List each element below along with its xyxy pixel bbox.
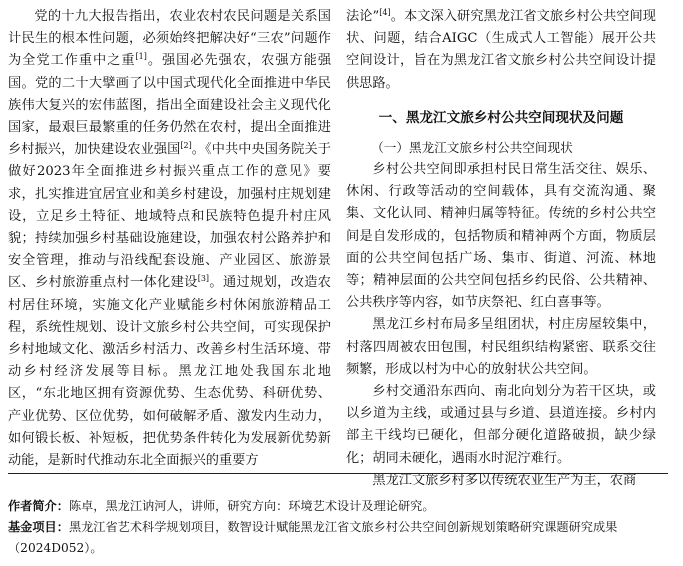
citation-ref-1: [1] bbox=[135, 52, 147, 62]
author-label: 作者简介： bbox=[8, 499, 69, 513]
body-paragraph: 黑龙江乡村布局多呈组团状，村庄房屋较集中，村落四周被农田包围，村民组织结构紧密、联系交往频繁，形成以村为中心的放射状公共空间。 bbox=[346, 317, 656, 377]
author-text: 陈卓，黑龙江讷河人，讲师，研究方向：环境艺术设计及理论研究。 bbox=[68, 499, 435, 513]
continued-paragraph bbox=[346, 6, 656, 95]
intro-text-1: 党的十九大报告指出，农业农村农民问题是关系国计民生的根本性问题，必须始终把解决好“三农”问题作为全党工作重中之重 bbox=[8, 9, 331, 69]
body-paragraph: 乡村公共空间即承担村民日常生活交往、娱乐、休闲、行政等活动的空间载体，具有交流沟通、聚集、文化认同、精神归属等特征。传统的乡村公共空间是自发形成的，包括物质和精神两个方面，物质层面的公共空间包括广场、集市、街道、河流、林地等；精神层面的公共空间包括乡约民俗、公共精神、公共秩序等内容，如节庆祭祀、红白喜事等。 bbox=[346, 162, 656, 311]
intro-text-2: 。强国必先强农，农强方能强国。党的二十大擘画了以中国式现代化全面推进中华民族伟大复兴的宏伟蓝图，指出全面建设社会主义现代化国家，最艰巨最繁重的任务仍然在农村，提出全面推进乡村振兴，加快建设农业强国 bbox=[8, 53, 332, 158]
continued-text-2: 。本文深入研究黑龙江省文旅乡村公共空间现状、问题，结合AIGC（生成式人工智能）展开公共空间设计，旨在为黑龙江省文旅乡村公共空间设计提供思路。 bbox=[346, 9, 656, 91]
fund-label: 基金项目： bbox=[8, 520, 69, 534]
intro-paragraph bbox=[8, 6, 331, 472]
author-note bbox=[8, 496, 668, 517]
left-column bbox=[8, 6, 331, 472]
fund-note bbox=[8, 517, 668, 559]
citation-ref-2: [2] bbox=[180, 141, 192, 151]
citation-ref-3: [3] bbox=[197, 274, 210, 284]
intro-text-4: 。通过规划，改造农村居住环境，实施文化产业赋能乡村休闲旅游精品工程，系统性规划、设计文旅乡村公共空间，可实现保护乡村地域文化、激活乡村活力、改善乡村生活环境、带动乡村经济发展等目标。黑龙江地处我国东北地区，“东北地区拥有资源优势、生态优势、科研优势、产业优势、区位优势，如何破解矛盾、激发内生动力，如何锻长板、补短板，把优势条件转化为发展新优势新动能，是新时代推动东北全面振兴的重要方 bbox=[8, 275, 331, 469]
intro-text-3: 。《中共中央国务院关于做好2023年全面推进乡村振兴重点工作的意见》要求，扎实推进宜居宜业和美乡村建设，加强村庄规划建设，立足乡土特征、地域特点和民族特色提升村庄风貌；持续加强乡村基础设施建设，加强农村公路养护和安全管理，推动与沿线配套设施、产业园区、旅游景区、乡村旅游重点村一体化建设 bbox=[8, 142, 331, 291]
continued-text-1: 法论” bbox=[346, 9, 380, 24]
body-paragraph: 黑龙江文旅乡村多以传统农业生产为主，农商 bbox=[372, 472, 637, 488]
right-column bbox=[346, 6, 656, 492]
fund-text: 黑龙江省艺术科学规划项目，数智设计赋能黑龙江省文旅乡村公共空间创新规划策略研究课题研究成果（2024D052）。 bbox=[8, 520, 618, 555]
subsection-heading: （一）黑龙江文旅乡村公共空间现状 bbox=[371, 139, 573, 155]
citation-ref-4: [4] bbox=[379, 8, 391, 17]
section-heading: 一、黑龙江文旅乡村公共空间现状及问题 bbox=[378, 109, 624, 126]
footnote-area bbox=[8, 473, 668, 559]
body-paragraph: 乡村交通沿东西向、南北向划分为若干区块，或以乡道为主线，或通过县与乡道、县道连接。乡村内部主干线均已硬化，但部分硬化道路破损，缺少绿化；胡同未硬化，遇雨水时泥泞难行。 bbox=[346, 384, 656, 466]
